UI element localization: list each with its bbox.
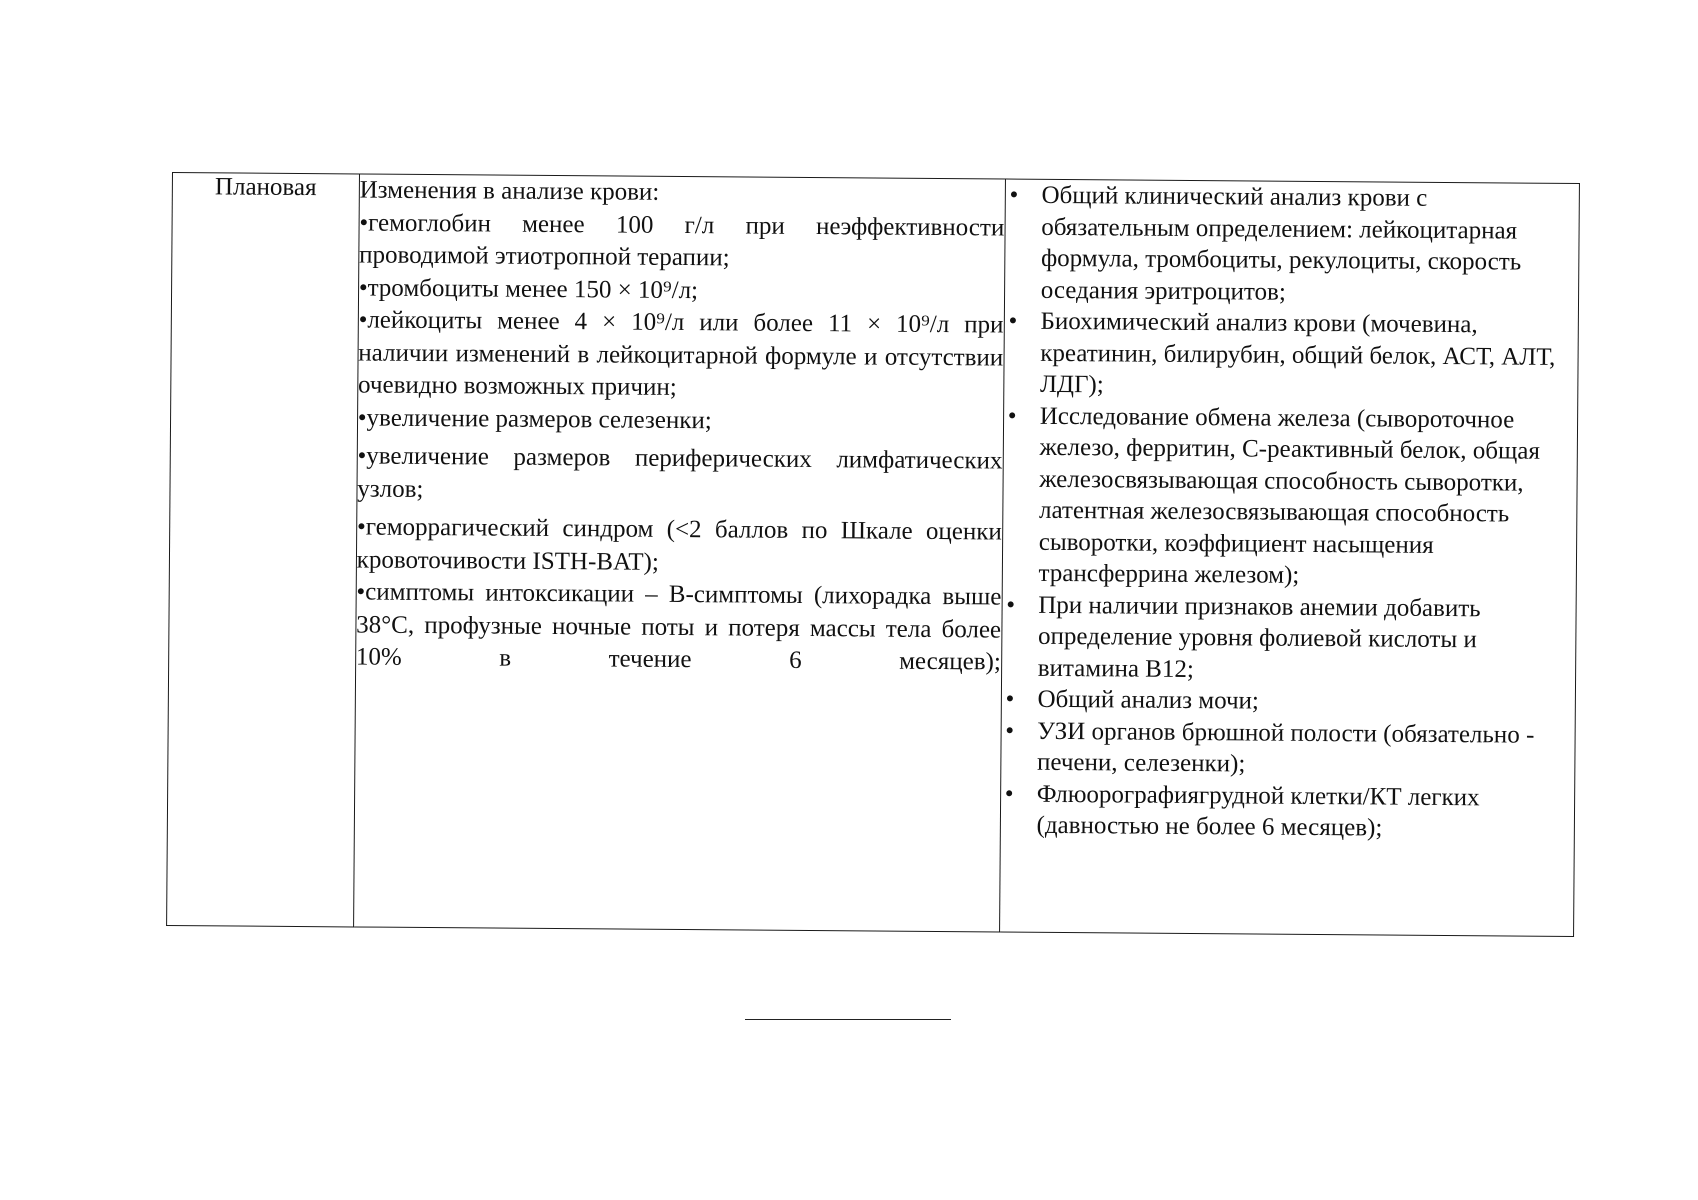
examination-text: Биохимический анализ крови (мочевина, креатинин, билирубин, общий белок, АСТ, АЛТ, ЛДГ); xyxy=(1039,307,1556,399)
bullet-icon: • xyxy=(1005,685,1015,713)
list-item xyxy=(1001,715,1575,783)
indication-item: •увеличение размеров периферических лимфатических узлов; xyxy=(357,442,1003,503)
indications-cell xyxy=(353,174,1005,932)
indication-item: •геморрагический синдром (<2 баллов по Шкале оценки кровоточивости ISTH-BAT); xyxy=(356,513,1002,576)
bullet-icon: • xyxy=(1005,717,1015,745)
examinations-list xyxy=(1000,180,1579,846)
examination-text: При наличии признаков анемии добавить определение уровня фолиевой кислоты и витамина В12; xyxy=(1037,591,1481,683)
indication-item: •увеличение размеров селезенки; xyxy=(357,403,712,434)
indication-item: •симптомы интоксикации – В-симптомы (лихорадка выше 38°С, профузные ночные поты и потеря массы тела более 10% в течение 6 месяцев); xyxy=(355,578,1002,676)
examination-text: Флюорографиягрудной клетки/КТ легких (давностью не более 6 месяцев); xyxy=(1036,780,1480,842)
footer-divider xyxy=(745,1019,951,1020)
bullet-icon: • xyxy=(1004,780,1014,808)
examination-text: Исследование обмена железа (сывороточное железо, ферритин, С-реактивный белок, общая железосвязывающая способность сыворотки, латентная железосвязывающая способность сыворотки, коэффициент насыщения трансферрина железом); xyxy=(1038,402,1541,589)
examination-text: УЗИ органов брюшной полости (обязательно - печени, селезенки); xyxy=(1036,717,1535,778)
list-item xyxy=(1001,684,1575,720)
list-item xyxy=(1002,589,1576,688)
indication-item: •тромбоциты менее 150 × 10⁹/л; xyxy=(358,273,699,304)
bullet-icon: • xyxy=(1006,591,1016,619)
referral-table xyxy=(166,172,1580,937)
indication-item: •лейкоциты менее 4 × 10⁹/л или более 11 × 10⁹/л при наличии изменений в лейкоцитарной формуле и отсутствии очевидно возможных причин; xyxy=(358,306,1004,401)
table-row xyxy=(167,173,1580,937)
list-item xyxy=(1005,180,1579,310)
referral-type-cell xyxy=(167,173,360,927)
examinations-cell xyxy=(999,179,1579,936)
list-item xyxy=(1004,306,1578,405)
referral-type-label: Плановая xyxy=(214,173,317,202)
examination-text: Общий клинический анализ крови с обязательным определением: лейкоцитарная формула, тромбоциты, рекулоциты, скорость оседания эритроцитов; xyxy=(1040,181,1522,306)
list-item xyxy=(1000,778,1574,846)
examination-text: Общий анализ мочи; xyxy=(1037,685,1260,715)
indication-item: •гемоглобин менее 100 г/л при неэффективности проводимой этиотропной терапии; xyxy=(359,208,1005,272)
indications-title: Изменения в анализе крови: xyxy=(359,176,660,206)
list-item xyxy=(1002,400,1577,593)
bullet-icon: • xyxy=(1009,181,1019,209)
bullet-icon: • xyxy=(1007,402,1017,430)
bullet-icon: • xyxy=(1008,307,1018,335)
